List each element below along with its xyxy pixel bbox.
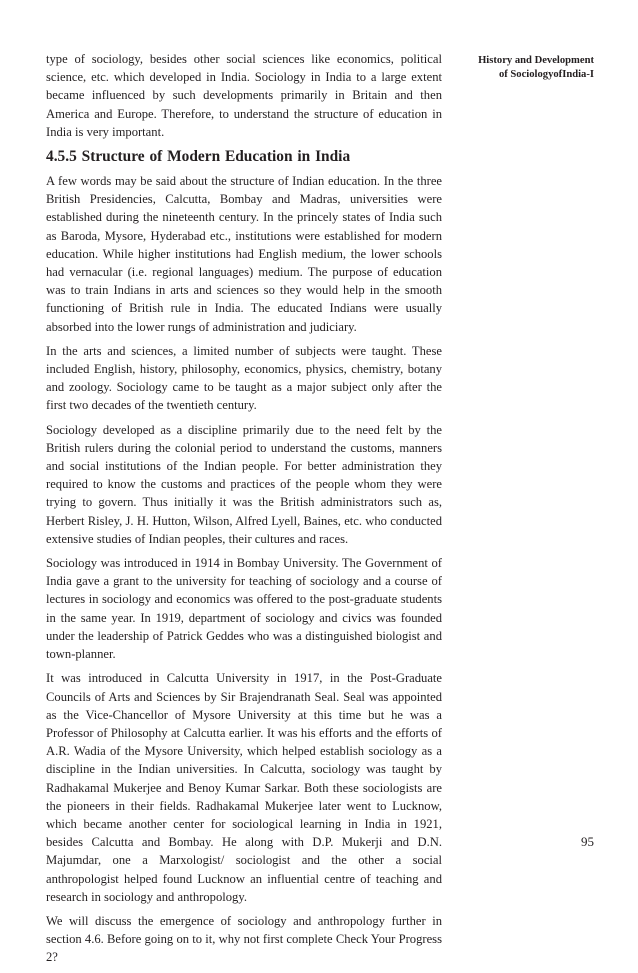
page-number: 95 (581, 834, 594, 849)
main-text-column (46, 50, 442, 973)
margin-title-line: History and Development (478, 55, 594, 66)
margin-title-line: of SociologyofIndia-I (498, 68, 594, 80)
section-heading: 4.5.5 Structure of Modern Education in India (46, 148, 351, 166)
body-paragraph: Sociology developed as a discipline primarily due to the need felt by the British rulers during the colonial period to understand the customs, manners and social institutions of the Indian people. For better administration they required to know the customs and practices of the people whom they were trying to govern. Thus initially it was the British administrators such as, Herbert Risley, J. H. Hutton, Wilson, Alfred Lyell, Baines, etc. who conducted extensive studies of Indian peoples, their cultures and races. (46, 422, 442, 546)
body-paragraph: In the arts and sciences, a limited number of subjects were taught. These included English, history, philosophy, economics, physics, chemistry, botany and zoology. Sociology came to be taught as a major subject only after the first two decades of the twentieth century. (46, 343, 442, 413)
body-paragraph: It was introduced in Calcutta University in 1917, in the Post-Graduate Councils of Arts and Sciences by Sir Brajendranath Seal. Seal was appointed as the Vice-Chancellor of Mysore University at this time but he was a Professor of Philosophy at Calcutta earlier. It was his efforts and the efforts of A.R. Wadia of the Mysore University, which helped establish sociology as a discipline in the Indian universities. In Calcutta, sociology was taught by Radhakamal Mukerjee and Benoy Kumar Sarkar. Both these sociologists are the pioneers in their fields. Radhakamal Mukerjee later went to Lucknow, which became another center for sociological learning in India in 1921, besides Calcutta and Bombay. He along with D.P. Mukerji and D.N. Majumdar, one a Marxologist/ sociologist and the other a social anthropologist helped found Lucknow an influential centre of teaching and research in sociology and anthropology. (46, 671, 442, 904)
body-paragraph: A few words may be said about the structure of Indian education. In the three British Presidencies, Calcutta, Bombay and Madras, universities were established during the nineteenth century. In the princely states of India such as Baroda, Mysore, Hyderabad etc., institutions were established for modern education. While higher institutions had English medium, the lower schools had vernacular (i.e. regional languages) medium. The purpose of education was to train Indians in arts and sciences so they would help in the smooth functioning of British rule in India. The educated Indians were usually absorbed into the lower rungs of administration and judiciary. (46, 174, 442, 334)
margin-running-title (462, 54, 594, 81)
intro-paragraph: type of sociology, besides other social sciences like economics, political science, etc. which developed in India. Sociology in India to a large extent became influenced by such developments primarily in Britain and then America and Europe. Therefore, to understand the structure of education in India is very important. (46, 52, 442, 139)
body-paragraph: Sociology was introduced in 1914 in Bombay University. The Government of India gave a grant to the university for teaching of sociology and a course of lectures in sociology and economics was offered to the post-graduate students in the same year. In 1919, department of sociology and civics was founded under the leadership of Patrick Geddes who was a distinguished biologist and town-planner. (46, 556, 442, 662)
body-paragraph: We will discuss the emergence of sociology and anthropology further in section 4.6. Before going on to it, why not first complete Check Your Progress 2? (46, 913, 442, 965)
